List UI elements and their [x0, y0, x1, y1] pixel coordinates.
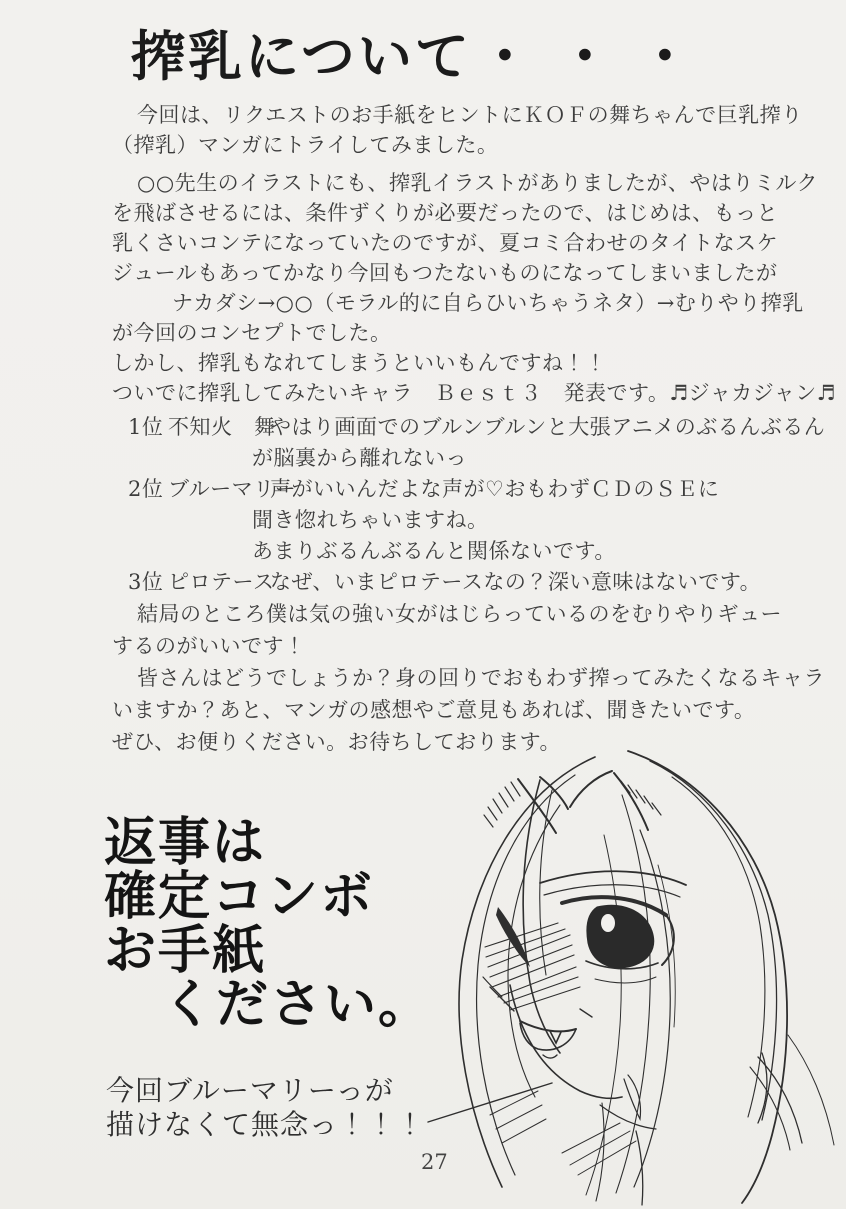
closing-paragraphs: [112, 598, 825, 758]
milking-best3-ranking: [112, 412, 826, 598]
intro-line: しかし、搾乳もなれてしまうといいもんですね！！: [112, 351, 607, 375]
intro-paragraphs: [112, 100, 837, 408]
rank-1-comment: が脳裏から離れないっ: [252, 446, 467, 470]
big-message-line: 返事は: [104, 813, 267, 873]
closing-line: ぜひ、お便りください。お待ちしております。: [112, 730, 561, 754]
regret-note: [106, 1074, 425, 1142]
rank-2-row: [112, 474, 762, 505]
rank-2-comment: あまりぶるんぶるんと関係ないです。: [252, 539, 616, 563]
intro-line: が今回のコンセプトでした。: [112, 321, 392, 345]
rank-1-row: [112, 412, 826, 443]
character-sketch: [390, 735, 846, 1209]
page-title: [131, 24, 718, 90]
page-number: 27: [421, 1150, 448, 1174]
regret-note-line: 今回ブルーマリーっが: [106, 1074, 394, 1107]
rank-1-comment: やはり画面でのブルンブルンと大張アニメのぶるんぶるん: [270, 415, 826, 439]
intro-line: 今回は、リクエストのお手紙をヒントにＫＯＦの舞ちゃんで巨乳搾り: [137, 103, 803, 127]
page-title-text: 搾乳について: [131, 25, 472, 88]
closing-line: 皆さんはどうでしょうか？身の回りでおもわず搾ってみたくなるキャラ: [137, 666, 825, 690]
page-title-dots: ・・・: [477, 25, 718, 88]
intro-line: を飛ばさせるには、条件ずくりが必要だったので、はじめは、もっと: [112, 201, 779, 225]
big-message-line: お手紙: [104, 921, 267, 981]
rank-2-number: 2位: [128, 477, 164, 501]
intro-line: ついでに搾乳してみたいキャラ Ｂｅｓｔ３ 発表です。♬ジャカジャン♬: [112, 381, 837, 405]
closing-line: するのがいいです！: [112, 634, 306, 658]
closing-line: いますか？あと、マンガの感想やご意見もあれば、聞きたいです。: [112, 698, 756, 722]
rank-3-comment: なぜ、いまピロテースなの？深い意味はないです。: [270, 570, 762, 594]
closing-line: 結局のところ僕は気の強い女がはじらっているのをむりやりギュー: [137, 602, 782, 626]
rank-3-name: ピロテース: [168, 570, 275, 594]
regret-note-line: 描けなくて無念っ！！！: [106, 1108, 426, 1141]
intro-line: （搾乳）マンガにトライしてみました。: [112, 133, 499, 157]
intro-line: ナカダシ→○○（モラル的に自らひいちゃうネタ）→むりやり搾乳: [172, 291, 804, 315]
rank-1-name: 不知火 舞: [168, 415, 276, 439]
rank-2-comment: 聞き惚れちゃいますね。: [252, 508, 489, 532]
intro-line: 乳くさいコンテになっていたのですが、夏コミ合わせのタイトなスケ: [112, 231, 779, 255]
intro-line: ○○先生のイラストにも、搾乳イラストがありましたが、やはりミルク: [137, 171, 818, 195]
rank-1-number: 1位: [128, 415, 164, 439]
big-message-line: 確定コンボ: [104, 867, 375, 927]
big-message-line: ください。: [162, 975, 433, 1035]
reply-request-message: [104, 813, 433, 1035]
rank-2-comment: 声がいいんだよな声が♡おもわずＣＤのＳＥに: [270, 477, 720, 501]
rank-2-name: ブルーマリー: [168, 477, 297, 501]
rank-3-row: [112, 567, 762, 598]
rank-3-number: 3位: [128, 570, 164, 594]
intro-line: ジュールもあってかなり今回もつたないものになってしまいましたが: [112, 261, 778, 285]
